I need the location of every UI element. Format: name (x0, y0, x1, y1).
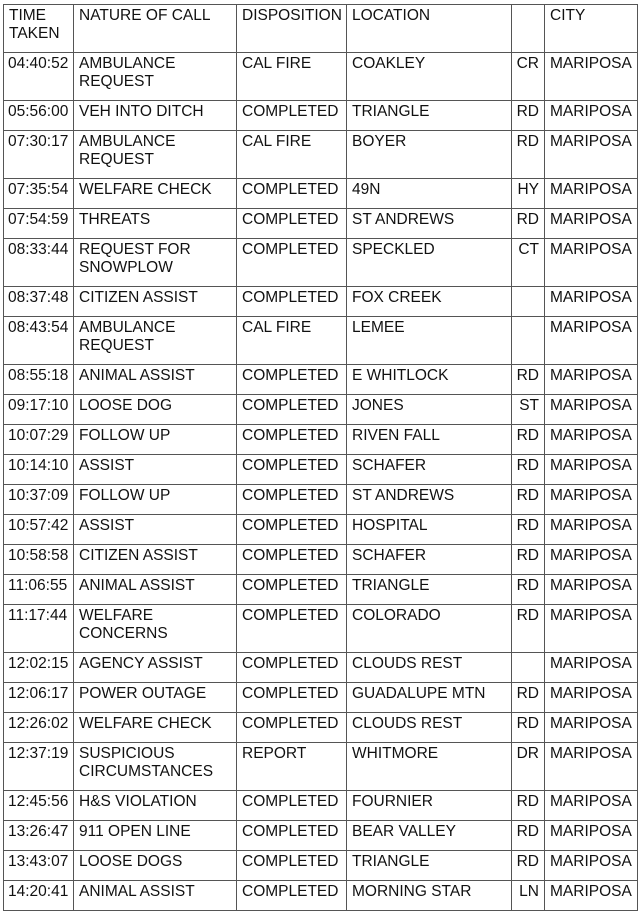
location-cell: 49N (347, 179, 512, 209)
time-cell: 12:02:15 (4, 653, 74, 683)
time-cell: 10:57:42 (4, 515, 74, 545)
location-cell: RIVEN FALL (347, 425, 512, 455)
time-cell: 12:06:17 (4, 683, 74, 713)
nature-cell: WELFARE CONCERNS (74, 605, 237, 653)
location-cell: LEMEE (347, 317, 512, 365)
location-cell: TRIANGLE (347, 575, 512, 605)
disposition-cell: COMPLETED (237, 239, 347, 287)
suffix-cell: RD (512, 455, 545, 485)
time-cell: 12:45:56 (4, 791, 74, 821)
suffix-cell (512, 317, 545, 365)
nature-cell: ANIMAL ASSIST (74, 881, 237, 911)
time-cell: 07:35:54 (4, 179, 74, 209)
disposition-cell: COMPLETED (237, 575, 347, 605)
nature-cell: FOLLOW UP (74, 485, 237, 515)
table-row (4, 713, 638, 743)
disposition-cell: COMPLETED (237, 485, 347, 515)
suffix-cell: RD (512, 575, 545, 605)
suffix-cell: RD (512, 851, 545, 881)
nature-cell: AGENCY ASSIST (74, 653, 237, 683)
city-cell: MARIPOSA (545, 131, 638, 179)
nature-cell: POWER OUTAGE (74, 683, 237, 713)
location-cell: BEAR VALLEY (347, 821, 512, 851)
nature-cell: VEH INTO DITCH (74, 101, 237, 131)
location-cell: FOURNIER (347, 791, 512, 821)
table-row (4, 743, 638, 791)
nature-cell: H&S VIOLATION (74, 791, 237, 821)
time-cell: 11:06:55 (4, 575, 74, 605)
location-cell: HOSPITAL (347, 515, 512, 545)
city-cell: MARIPOSA (545, 179, 638, 209)
time-cell: 14:20:41 (4, 881, 74, 911)
disposition-cell: COMPLETED (237, 395, 347, 425)
time-cell: 11:17:44 (4, 605, 74, 653)
table-row (4, 317, 638, 365)
table-row (4, 821, 638, 851)
time-cell: 05:56:00 (4, 101, 74, 131)
table-row (4, 455, 638, 485)
suffix-cell: RD (512, 365, 545, 395)
location-cell: WHITMORE (347, 743, 512, 791)
disposition-cell: REPORT (237, 743, 347, 791)
suffix-cell: RD (512, 131, 545, 179)
disposition-cell: CAL FIRE (237, 317, 347, 365)
city-cell: MARIPOSA (545, 545, 638, 575)
location-cell: TRIANGLE (347, 851, 512, 881)
city-cell: MARIPOSA (545, 605, 638, 653)
disposition-cell: COMPLETED (237, 209, 347, 239)
disposition-cell: COMPLETED (237, 287, 347, 317)
suffix-cell: CR (512, 53, 545, 101)
suffix-cell: DR (512, 743, 545, 791)
location-cell: E WHITLOCK (347, 365, 512, 395)
suffix-cell: RD (512, 605, 545, 653)
city-cell: MARIPOSA (545, 101, 638, 131)
nature-cell: THREATS (74, 209, 237, 239)
disposition-cell: COMPLETED (237, 653, 347, 683)
nature-cell: REQUEST FOR SNOWPLOW (74, 239, 237, 287)
time-cell: 08:55:18 (4, 365, 74, 395)
table-row (4, 131, 638, 179)
disposition-cell: COMPLETED (237, 455, 347, 485)
location-cell: COAKLEY (347, 53, 512, 101)
suffix-cell: CT (512, 239, 545, 287)
city-cell: MARIPOSA (545, 425, 638, 455)
location-cell: SCHAFER (347, 545, 512, 575)
city-cell: MARIPOSA (545, 485, 638, 515)
disposition-cell: COMPLETED (237, 605, 347, 653)
city-cell: MARIPOSA (545, 53, 638, 101)
location-cell: FOX CREEK (347, 287, 512, 317)
location-cell: ST ANDREWS (347, 209, 512, 239)
header-location: LOCATION (347, 5, 512, 53)
city-cell: MARIPOSA (545, 365, 638, 395)
disposition-cell: COMPLETED (237, 101, 347, 131)
city-cell: MARIPOSA (545, 791, 638, 821)
suffix-cell: RD (512, 101, 545, 131)
time-cell: 07:54:59 (4, 209, 74, 239)
time-cell: 10:37:09 (4, 485, 74, 515)
suffix-cell: LN (512, 881, 545, 911)
header-street-suffix (512, 5, 545, 53)
table-row (4, 209, 638, 239)
city-cell: MARIPOSA (545, 653, 638, 683)
time-cell: 13:26:47 (4, 821, 74, 851)
table-row (4, 425, 638, 455)
table-header-row (4, 5, 638, 53)
table-row (4, 851, 638, 881)
nature-cell: ANIMAL ASSIST (74, 575, 237, 605)
call-log-table (3, 4, 638, 911)
time-cell: 10:58:58 (4, 545, 74, 575)
location-cell: CLOUDS REST (347, 653, 512, 683)
city-cell: MARIPOSA (545, 713, 638, 743)
location-cell: COLORADO (347, 605, 512, 653)
time-cell: 09:17:10 (4, 395, 74, 425)
table-row (4, 515, 638, 545)
suffix-cell (512, 287, 545, 317)
nature-cell: FOLLOW UP (74, 425, 237, 455)
city-cell: MARIPOSA (545, 317, 638, 365)
location-cell: SCHAFER (347, 455, 512, 485)
nature-cell: 911 OPEN LINE (74, 821, 237, 851)
time-cell: 12:37:19 (4, 743, 74, 791)
table-row (4, 605, 638, 653)
suffix-cell: RD (512, 209, 545, 239)
table-row (4, 545, 638, 575)
city-cell: MARIPOSA (545, 287, 638, 317)
disposition-cell: COMPLETED (237, 821, 347, 851)
disposition-cell: COMPLETED (237, 425, 347, 455)
nature-cell: AMBULANCE REQUEST (74, 317, 237, 365)
time-cell: 04:40:52 (4, 53, 74, 101)
city-cell: MARIPOSA (545, 743, 638, 791)
location-cell: BOYER (347, 131, 512, 179)
suffix-cell (512, 653, 545, 683)
city-cell: MARIPOSA (545, 851, 638, 881)
nature-cell: AMBULANCE REQUEST (74, 131, 237, 179)
suffix-cell: RD (512, 425, 545, 455)
table-row (4, 239, 638, 287)
nature-cell: SUSPICIOUS CIRCUMSTANCES (74, 743, 237, 791)
time-cell: 10:07:29 (4, 425, 74, 455)
table-row (4, 287, 638, 317)
disposition-cell: COMPLETED (237, 365, 347, 395)
table-row (4, 791, 638, 821)
nature-cell: ASSIST (74, 455, 237, 485)
disposition-cell: COMPLETED (237, 683, 347, 713)
nature-cell: LOOSE DOG (74, 395, 237, 425)
table-row (4, 485, 638, 515)
nature-cell: ASSIST (74, 515, 237, 545)
location-cell: GUADALUPE MTN (347, 683, 512, 713)
nature-cell: WELFARE CHECK (74, 713, 237, 743)
city-cell: MARIPOSA (545, 395, 638, 425)
city-cell: MARIPOSA (545, 575, 638, 605)
time-cell: 10:14:10 (4, 455, 74, 485)
table-row (4, 101, 638, 131)
table-row (4, 653, 638, 683)
suffix-cell: RD (512, 485, 545, 515)
disposition-cell: COMPLETED (237, 881, 347, 911)
disposition-cell: COMPLETED (237, 545, 347, 575)
nature-cell: LOOSE DOGS (74, 851, 237, 881)
location-cell: TRIANGLE (347, 101, 512, 131)
time-cell: 13:43:07 (4, 851, 74, 881)
suffix-cell: RD (512, 545, 545, 575)
nature-cell: AMBULANCE REQUEST (74, 53, 237, 101)
city-cell: MARIPOSA (545, 515, 638, 545)
header-time-taken: TIME TAKEN (4, 5, 74, 53)
suffix-cell: RD (512, 791, 545, 821)
header-city: CITY (545, 5, 638, 53)
suffix-cell: RD (512, 515, 545, 545)
location-cell: MORNING STAR (347, 881, 512, 911)
table-row (4, 179, 638, 209)
disposition-cell: CAL FIRE (237, 131, 347, 179)
table-row (4, 881, 638, 911)
nature-cell: ANIMAL ASSIST (74, 365, 237, 395)
location-cell: ST ANDREWS (347, 485, 512, 515)
disposition-cell: COMPLETED (237, 851, 347, 881)
disposition-cell: COMPLETED (237, 713, 347, 743)
location-cell: SPECKLED (347, 239, 512, 287)
nature-cell: WELFARE CHECK (74, 179, 237, 209)
time-cell: 07:30:17 (4, 131, 74, 179)
disposition-cell: CAL FIRE (237, 53, 347, 101)
city-cell: MARIPOSA (545, 881, 638, 911)
city-cell: MARIPOSA (545, 683, 638, 713)
suffix-cell: ST (512, 395, 545, 425)
header-disposition: DISPOSITION (237, 5, 347, 53)
location-cell: CLOUDS REST (347, 713, 512, 743)
table-row (4, 53, 638, 101)
disposition-cell: COMPLETED (237, 791, 347, 821)
time-cell: 08:37:48 (4, 287, 74, 317)
table-row (4, 365, 638, 395)
table-row (4, 395, 638, 425)
time-cell: 08:43:54 (4, 317, 74, 365)
disposition-cell: COMPLETED (237, 179, 347, 209)
city-cell: MARIPOSA (545, 209, 638, 239)
suffix-cell: RD (512, 821, 545, 851)
nature-cell: CITIZEN ASSIST (74, 287, 237, 317)
disposition-cell: COMPLETED (237, 515, 347, 545)
suffix-cell: RD (512, 683, 545, 713)
city-cell: MARIPOSA (545, 455, 638, 485)
suffix-cell: RD (512, 713, 545, 743)
table-row (4, 683, 638, 713)
city-cell: MARIPOSA (545, 821, 638, 851)
location-cell: JONES (347, 395, 512, 425)
city-cell: MARIPOSA (545, 239, 638, 287)
time-cell: 08:33:44 (4, 239, 74, 287)
call-log-body (4, 53, 638, 911)
table-row (4, 575, 638, 605)
time-cell: 12:26:02 (4, 713, 74, 743)
header-nature-of-call: NATURE OF CALL (74, 5, 237, 53)
nature-cell: CITIZEN ASSIST (74, 545, 237, 575)
suffix-cell: HY (512, 179, 545, 209)
